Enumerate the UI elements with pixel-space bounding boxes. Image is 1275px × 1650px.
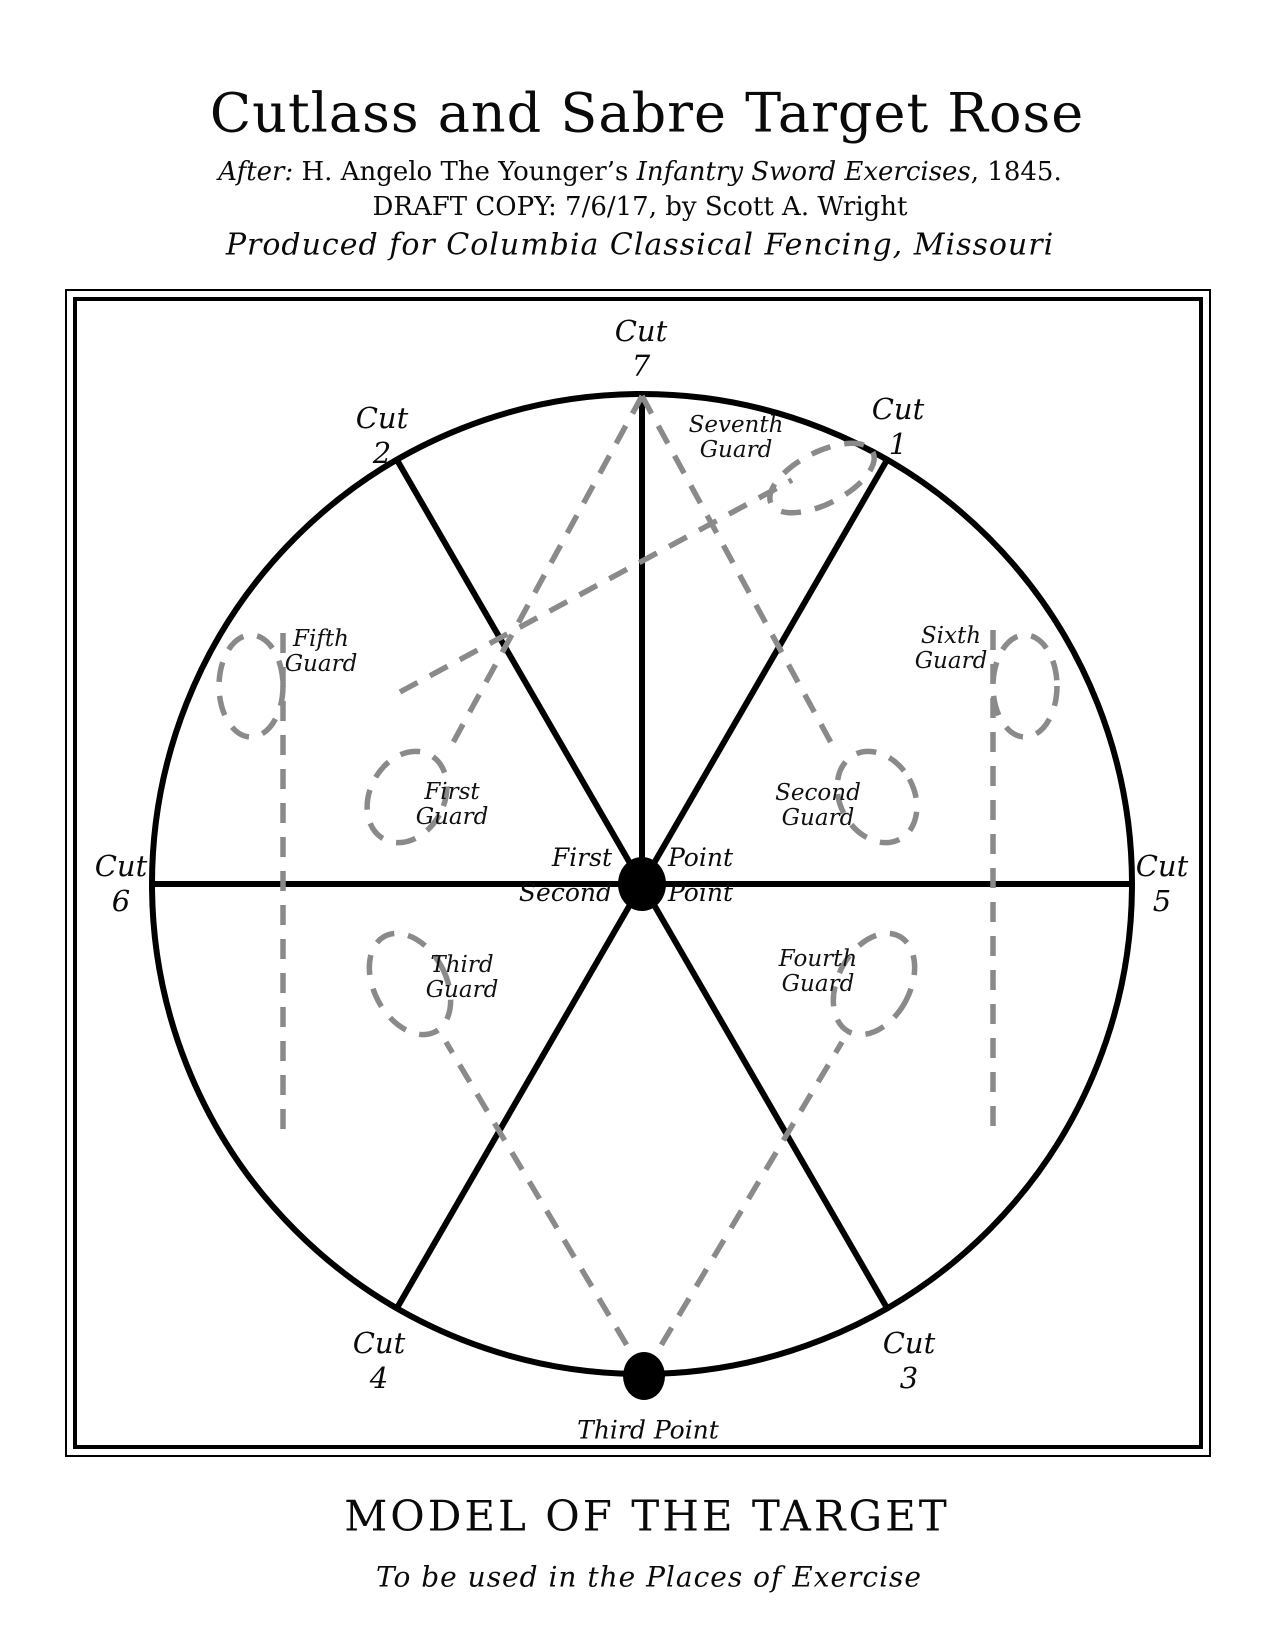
fifth-guard-hilt (219, 635, 283, 737)
first-guard-blade (449, 396, 642, 750)
attribution-work: Infantry Sword Exercises (636, 157, 971, 187)
fifth-guard-label: Fifth Guard (284, 626, 358, 677)
point-word-upper: Point (668, 843, 734, 872)
produced-for-line: Produced for Columbia Classical Fencing, Missouri (225, 227, 1055, 263)
third-point-dot (623, 1352, 665, 1400)
center-point-dot (618, 857, 666, 911)
cut-7-label: Cut 7 (614, 314, 668, 383)
seventh-guard-label: Seventh Guard (688, 412, 784, 463)
footer-subcaption: To be used in the Places of Exercise (376, 1560, 922, 1594)
cut-6-label: Cut 6 (94, 849, 148, 918)
attribution-author: H. Angelo The Younger’s (301, 157, 637, 187)
center-point-left-labels (519, 840, 612, 910)
seventh-guard-blade (400, 480, 792, 692)
footer-caption: MODEL OF THE TARGET (344, 1491, 950, 1541)
cut-1-label: Cut 1 (871, 392, 925, 461)
cut-4-label: Cut 4 (352, 1326, 406, 1395)
second-guard-label: Second Guard (775, 780, 861, 831)
first-point-word: First (551, 843, 612, 872)
cut-3-label: Cut 3 (882, 1326, 936, 1395)
cut-5-label: Cut 5 (1135, 849, 1189, 918)
cut-2-label: Cut 2 (355, 401, 409, 470)
second-point-word: Second (518, 878, 612, 907)
attribution-prefix: After: (218, 157, 302, 187)
center-point-right-labels (668, 840, 733, 910)
first-guard-label: First Guard (415, 779, 489, 830)
page-title: Cutlass and Sabre Target Rose (209, 81, 1085, 145)
third-point-label: Third Point (577, 1415, 719, 1445)
draft-copy-line: DRAFT COPY: 7/6/17, by Scott A. Wright (372, 192, 908, 222)
sixth-guard-hilt (993, 635, 1057, 737)
attribution-tail: , 1845. (970, 157, 1062, 187)
third-guard-blade (446, 1042, 644, 1374)
fourth-guard-label: Fourth Guard (778, 946, 858, 997)
third-guard-label: Third Guard (425, 952, 499, 1003)
sixth-guard-label: Sixth Guard (914, 623, 988, 674)
fourth-guard-blade (644, 1042, 842, 1374)
point-word-lower: Point (668, 878, 734, 907)
